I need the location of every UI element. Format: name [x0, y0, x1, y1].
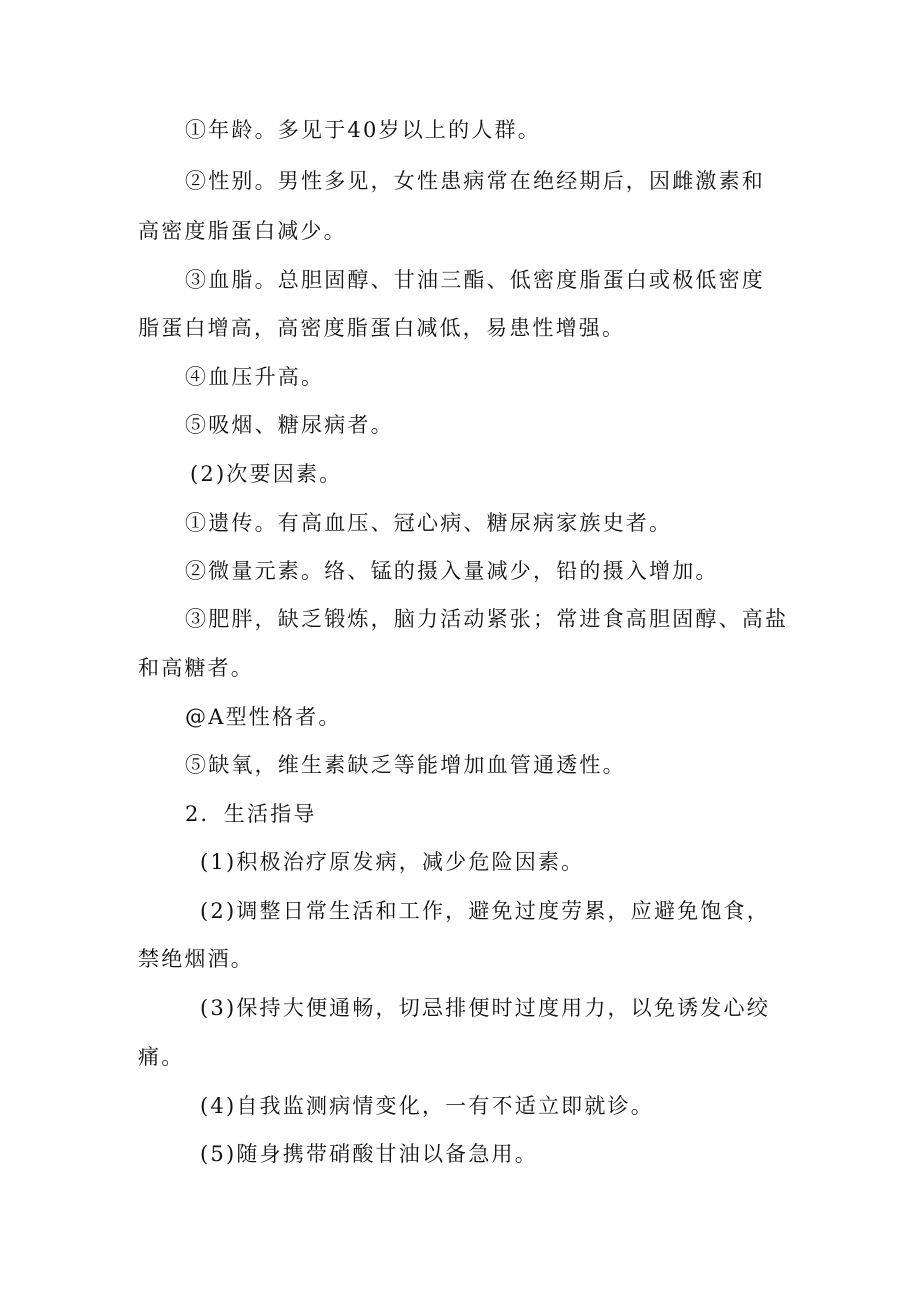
- guidance-item-2-line1: (2)调整日常生活和工作，避免过度劳累，应避免饱食，: [200, 899, 770, 923]
- guidance-item-1: (1)积极治疗原发病，减少危险因素。: [200, 850, 585, 874]
- paragraph-smoking-diabetes: ⑤吸烟、糖尿病者。: [185, 413, 394, 437]
- paragraph-heredity: ①遗传。有高血压、冠心病、糖尿病家族史者。: [185, 511, 673, 535]
- paragraph-lipid-line2: 脂蛋白增高，高密度脂蛋白减低，易患性增强。: [138, 316, 626, 340]
- section-secondary-factors: (2)次要因素。: [190, 462, 343, 486]
- section-lifestyle-guidance: 2．生活指导: [185, 802, 317, 826]
- paragraph-blood-pressure: ④血压升高。: [185, 365, 325, 389]
- guidance-item-3-line1: (3)保持大便通畅，切忌排便时过度用力，以免诱发心绞: [200, 996, 770, 1020]
- paragraph-hypoxia: ⑤缺氧，维生素缺乏等能增加血管通透性。: [185, 753, 626, 777]
- paragraph-age: ①年龄。多见于40岁以上的人群。: [185, 118, 541, 142]
- guidance-item-3-line2: 痛。: [138, 1045, 185, 1069]
- paragraph-gender-line1: ②性别。男性多见，女性患病常在绝经期后，因雌激素和: [185, 169, 765, 193]
- paragraph-obesity-line2: 和高糖者。: [138, 656, 254, 680]
- paragraph-trace-elements: ②微量元素。络、锰的摄入量减少，铅的摄入增加。: [185, 559, 719, 583]
- paragraph-lipid-line1: ③血脂。总胆固醇、甘油三酯、低密度脂蛋白或极低密度: [185, 268, 765, 292]
- paragraph-type-a: @A型性格者。: [185, 705, 342, 729]
- guidance-item-4: (4)自我监测病情变化，一有不适立即就诊。: [200, 1094, 654, 1118]
- paragraph-obesity-line1: ③肥胖，缺乏锻炼，脑力活动紧张；常进食高胆固醇、高盐: [185, 607, 789, 631]
- guidance-item-2-line2: 禁绝烟酒。: [138, 947, 254, 971]
- guidance-item-5: (5)随身携带硝酸甘油以备急用。: [200, 1142, 538, 1166]
- paragraph-gender-line2: 高密度脂蛋白减少。: [138, 219, 347, 243]
